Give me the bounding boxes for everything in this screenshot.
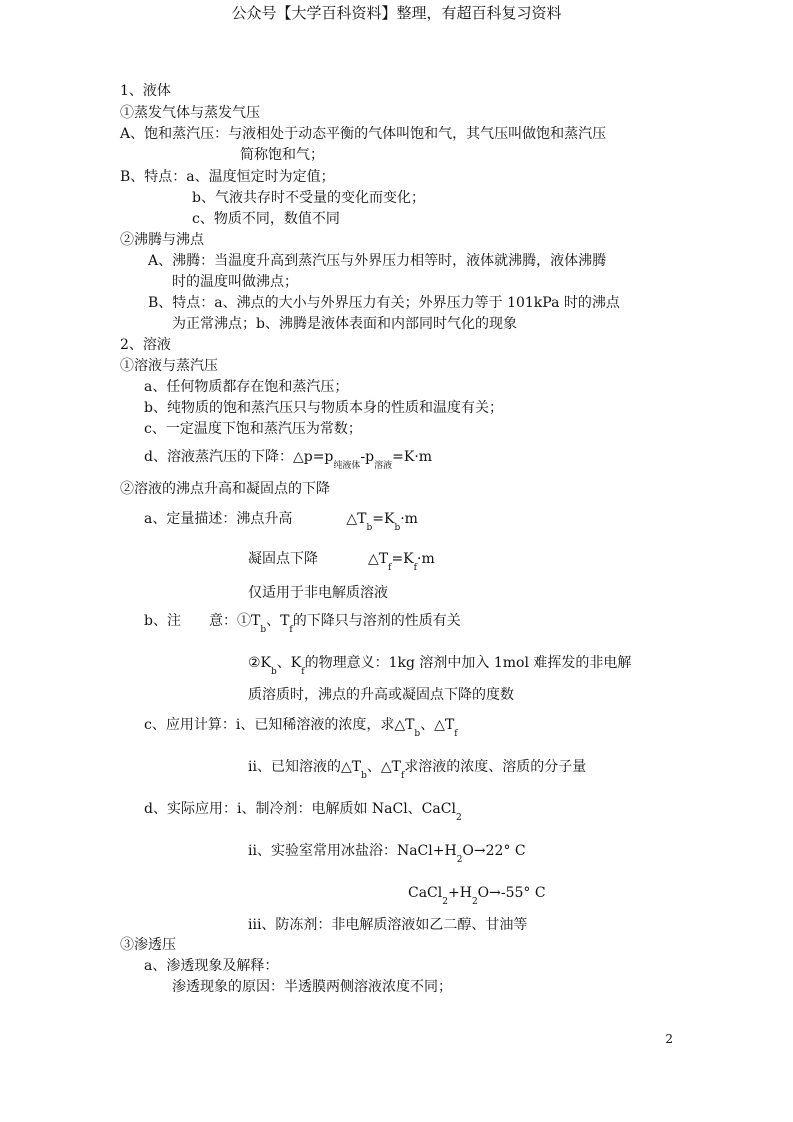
subheading-vapor-pressure: ①溶液与蒸汽压 xyxy=(120,358,218,374)
text-line: 简称饱和气； xyxy=(240,147,324,163)
text-line: 时的温度叫做沸点； xyxy=(172,274,298,290)
text-line: 渗透现象的原因：半透膜两侧溶液浓度不同； xyxy=(172,979,452,995)
formula-line: b、注 意：$①T_b$、$T_f$的下降只与溶剂的性质有关 xyxy=(144,613,461,635)
subheading-evaporation: ①蒸发气体与蒸发气压 xyxy=(120,105,260,121)
subheading-boiling-freezing: ②溶液的沸点升高和凝固点的下降 xyxy=(120,481,330,497)
section-heading-liquid: 1、液体 xyxy=(120,83,171,99)
text-line: 仅适用于非电解质溶液 xyxy=(248,585,388,601)
text-line: a、任何物质都存在饱和蒸汽压； xyxy=(144,379,349,395)
formula-line: 凝固点下降 $\triangle T_f=K_f\cdot m$ xyxy=(248,551,435,573)
section-heading-solution: 2、溶液 xyxy=(120,337,171,353)
text-line: b、纯物质的饱和蒸汽压只与物质本身的性质和温度有关； xyxy=(144,400,503,416)
formula-line: $CaCl_2+H_2O\to-55^\circ$ C xyxy=(408,885,546,907)
text-line: A、饱和蒸汽压：与液相处于动态平衡的气体叫饱和气，其气压叫做饱和蒸汽压 xyxy=(120,126,607,142)
formula-line: ii、已知溶液的$\triangle T_b$、$\triangle T_f$求溶液的浓度、溶质的分子量 xyxy=(248,759,587,781)
text-line: B、特点：a、温度恒定时为定值； xyxy=(120,169,335,185)
text-line: c、物质不同，数值不同 xyxy=(192,211,340,227)
text-line: c、一定温度下饱和蒸汽压为常数； xyxy=(144,421,362,437)
text-line: 为正常沸点；b、沸腾是液体表面和内部同时气化的现象 xyxy=(172,316,517,332)
text-line: A、沸腾：当温度升高到蒸汽压与外界压力相等时，液体就沸腾，液体沸腾 xyxy=(148,253,607,269)
formula-line: a、定量描述：沸点升高 $\triangle T_b=K_b\cdot m$ xyxy=(144,511,418,533)
formula-line: c、应用计算：i、已知稀溶液的浓度，求$\triangle T_b$、$\triangle T_f$ xyxy=(144,717,458,739)
text-line: B、特点：a、沸点的大小与外界压力有关；外界压力等于 101kPa 时的沸点 xyxy=(148,295,620,311)
text-line: iii、防冻剂：非电解质溶液如乙二醇、甘油等 xyxy=(248,917,528,933)
text-line: b、气液共存时不受量的变化而变化； xyxy=(192,190,425,206)
subheading-osmotic-pressure: ③渗透压 xyxy=(120,937,176,953)
page-number: 2 xyxy=(665,1032,673,1046)
formula-line: d、实际应用：i、制冷剂：电解质如 NaCl、CaCl$_2$ xyxy=(144,801,462,823)
formula-line: $②K_b$、$K_f$的物理意义：1kg 溶剂中加入 1mol 难挥发的非电解 xyxy=(248,655,632,677)
text-line: a、渗透现象及解释： xyxy=(144,958,279,974)
formula-line: d、溶液蒸汽压的下降：$\triangle p=p_{纯液体}-p_{溶液}=K\cdot m$ xyxy=(144,449,433,471)
subheading-boiling: ②沸腾与沸点 xyxy=(120,232,204,248)
text-line: 质溶质时，沸点的升高或凝固点下降的度数 xyxy=(248,687,514,703)
formula-line: ii、实验室常用冰盐浴：$NaCl+H_2O\to 22^\circ$ C xyxy=(248,843,526,865)
page-header: 公众号【大学百科资料】整理，有超百科复习资料 xyxy=(231,4,562,22)
